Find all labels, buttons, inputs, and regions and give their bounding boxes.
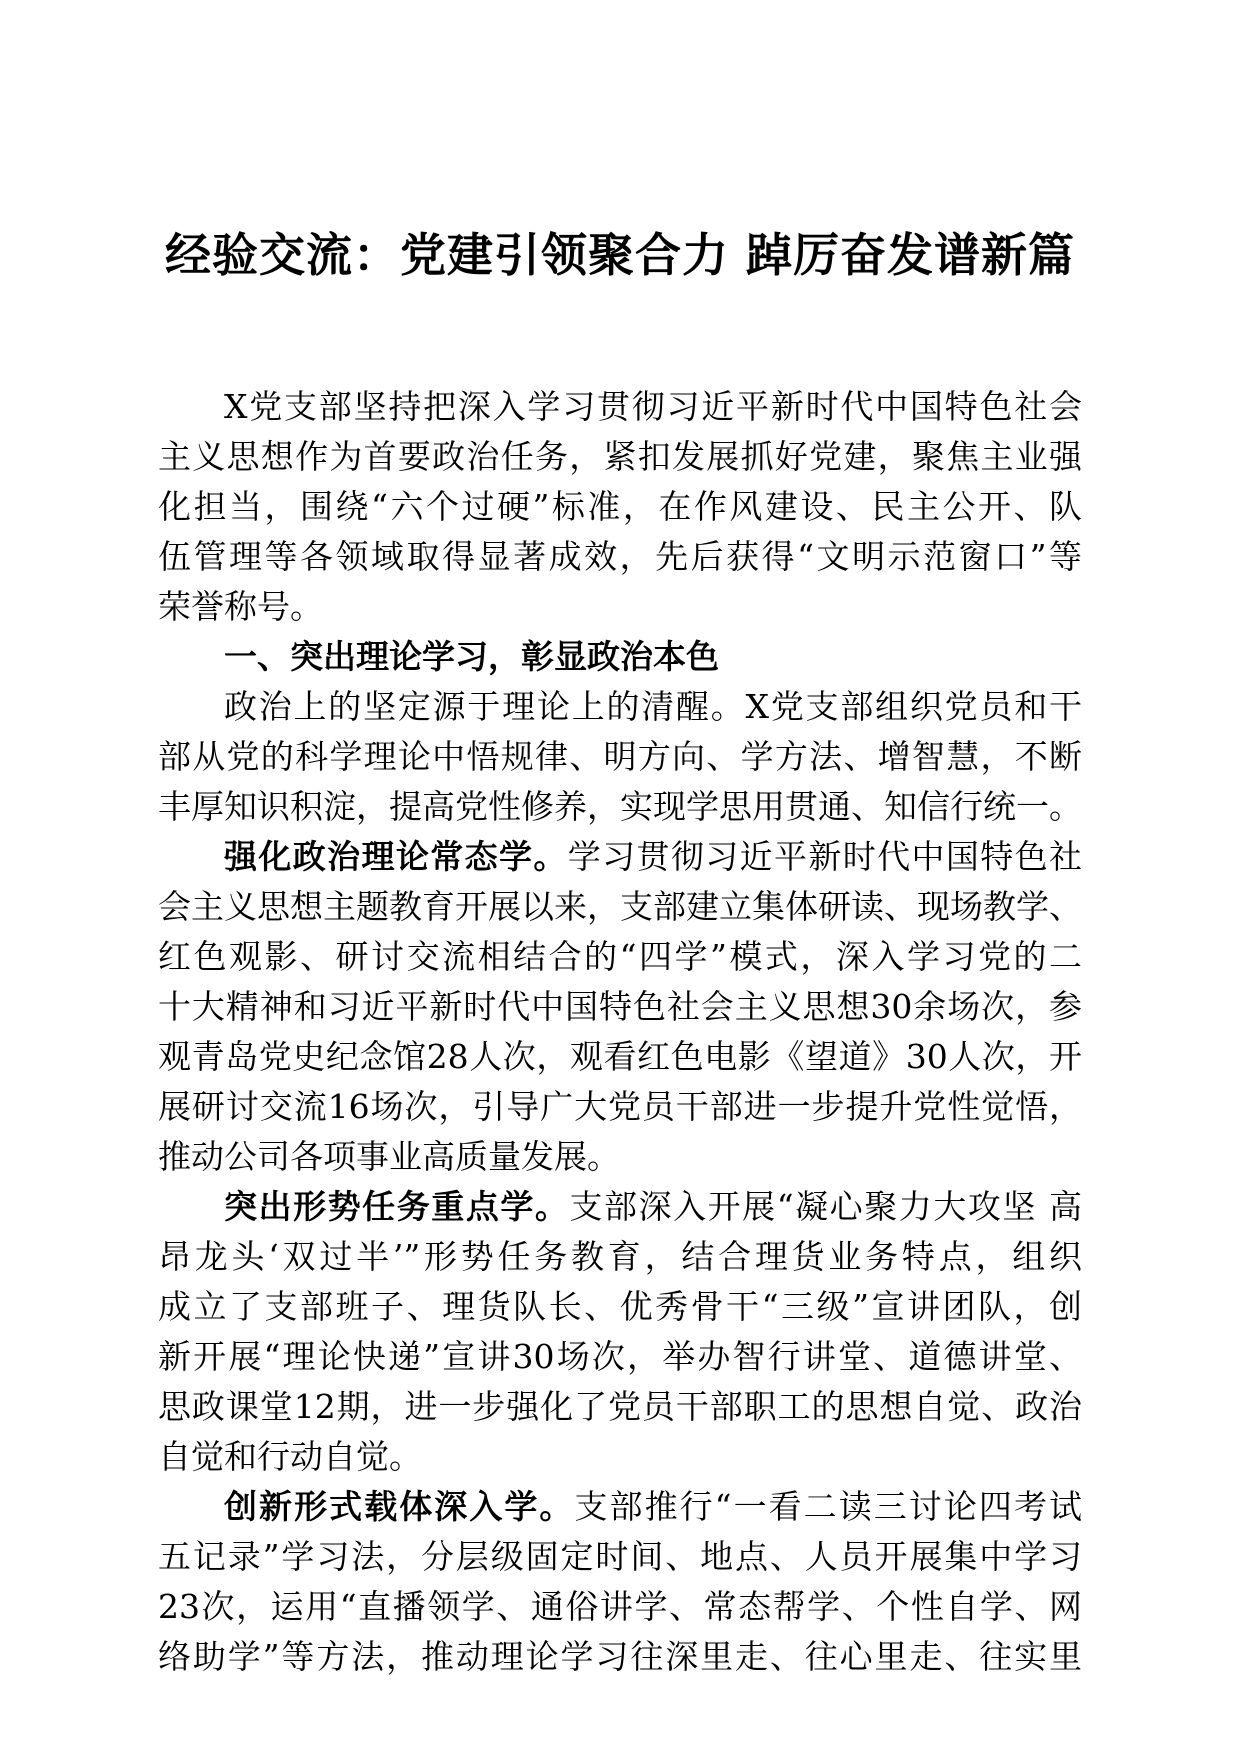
paragraph-line: 化担当，围绕“六个过硬”标准，在作风建设、民主公开、队 <box>158 487 1082 526</box>
paragraph-line: 昂龙头‘双过半’”形势任务教育，结合理货业务特点，组织 <box>158 1237 1082 1276</box>
paragraph-first-line <box>158 1182 1082 1232</box>
paragraph-line: 思政课堂12期，进一步强化了党员干部职工的思想自觉、政治 <box>158 1387 1082 1426</box>
paragraph-line: 伍管理等各领域取得显著成效，先后获得“文明示范窗口”等 <box>158 537 1082 576</box>
paragraph-line: 23次，运用“直播领学、通俗讲学、常态帮学、个性自学、网 <box>158 1587 1082 1626</box>
paragraph-line: 主义思想作为首要政治任务，紧扣发展抓好党建，聚焦主业强 <box>158 437 1082 476</box>
paragraph-line: 自觉和行动自觉。 <box>158 1437 422 1476</box>
section-heading: 一、突出理论学习，彰显政治本色 <box>224 637 719 676</box>
paragraph-lead: 突出形势任务重点学。 <box>224 1187 570 1226</box>
paragraph-line: 政治上的坚定源于理论上的清醒。X党支部组织党员和干 <box>224 687 1082 726</box>
paragraph-first-line <box>158 1482 1082 1532</box>
paragraph-line: X党支部坚持把深入学习贯彻习近平新时代中国特色社会 <box>224 387 1082 426</box>
paragraph-text: 学习贯彻习近平新时代中国特色社 <box>567 837 1082 876</box>
paragraph-line: 推动公司各项事业高质量发展。 <box>158 1137 620 1176</box>
paragraph-line: 部从党的科学理论中悟规律、明方向、学方法、增智慧，不断 <box>158 737 1082 776</box>
paragraph-line: 丰厚知识积淀，提高党性修养，实现学思用贯通、知信行统一。 <box>158 787 1082 826</box>
paragraph-line: 观青岛党史纪念馆28人次，观看红色电影《望道》30人次，开 <box>158 1037 1082 1076</box>
document-body <box>158 382 1082 1682</box>
paragraph-text: 支部推行“一看二读三讨论四考试 <box>574 1487 1082 1526</box>
paragraph-line: 红色观影、研讨交流相结合的“四学”模式，深入学习党的二 <box>158 937 1082 976</box>
paragraph-line: 十大精神和习近平新时代中国特色社会主义思想30余场次，参 <box>158 987 1082 1026</box>
paragraph-first-line <box>158 832 1082 882</box>
paragraph-line: 荣誉称号。 <box>158 587 323 626</box>
paragraph-line: 五记录”学习法，分层级固定时间、地点、人员开展集中学习 <box>158 1537 1082 1576</box>
paragraph-line: 会主义思想主题教育开展以来，支部建立集体研读、现场教学、 <box>158 887 1082 926</box>
paragraph-lead: 创新形式载体深入学。 <box>224 1487 575 1526</box>
paragraph-line: 成立了支部班子、理货队长、优秀骨干“三级”宣讲团队，创 <box>158 1287 1082 1326</box>
paragraph-line: 展研讨交流16场次，引导广大党员干部进一步提升党性觉悟， <box>158 1087 1082 1126</box>
paragraph-lead: 强化政治理论常态学。 <box>224 837 568 876</box>
paragraph-text: 支部深入开展“凝心聚力大攻坚 高 <box>569 1187 1082 1226</box>
paragraph-line: 新开展“理论快递”宣讲30场次，举办智行讲堂、道德讲堂、 <box>158 1337 1082 1376</box>
document-title: 经验交流：党建引领聚合力 踔厉奋发谱新篇 <box>164 228 1075 282</box>
paragraph-line: 络助学”等方法，推动理论学习往深里走、往心里走、往实里 <box>158 1637 1082 1676</box>
